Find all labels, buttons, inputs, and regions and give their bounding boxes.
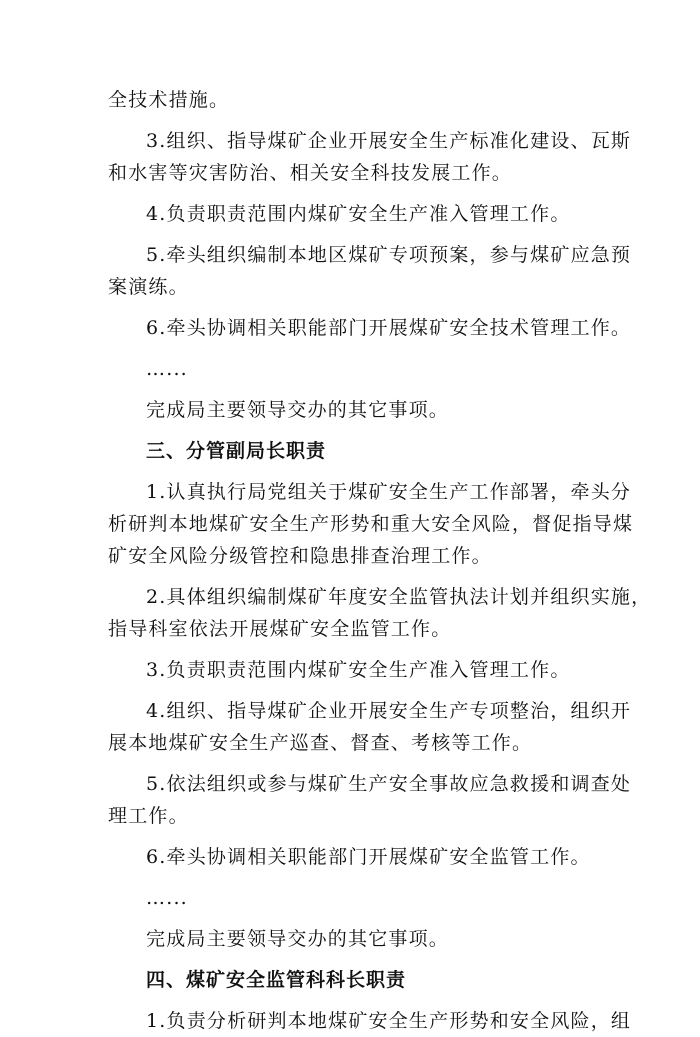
- list-item-6: 6.牵头协调相关职能部门开展煤矿安全技术管理工作。: [146, 317, 632, 339]
- section3-item-4-continuation: 展本地煤矿安全生产巡查、督查、考核等工作。: [108, 732, 533, 754]
- section3-item-1-continuation-2: 矿安全风险分级管控和隐患排查治理工作。: [108, 545, 492, 567]
- list-item-3-continuation: 和水害等灾害防治、相关安全科技发展工作。: [108, 162, 513, 184]
- section3-item-6: 6.牵头协调相关职能部门开展煤矿安全监管工作。: [146, 846, 591, 868]
- section3-item-2: 2.具体组织编制煤矿年度安全监管执法计划并组织实施，: [146, 586, 652, 608]
- section3-item-4: 4.组织、指导煤矿企业开展安全生产专项整治，组织开: [146, 700, 632, 722]
- section3-item-1: 1.认真执行局党组关于煤矿安全生产工作部署，牵头分: [146, 481, 632, 503]
- document-body: [108, 84, 652, 1037]
- ellipsis: …...: [146, 887, 188, 909]
- section3-item-5: 5.依法组织或参与煤矿生产安全事故应急救援和调查处: [146, 773, 632, 795]
- list-item-5: 5.牵头组织编制本地区煤矿专项预案，参与煤矿应急预: [146, 244, 632, 266]
- list-item-5-continuation: 案演练。: [108, 276, 189, 298]
- section4-item-1: 1.负责分析研判本地煤矿安全生产形势和安全风险，组: [146, 1010, 632, 1032]
- paragraph-continuation: 全技术措施。: [108, 89, 230, 111]
- section3-item-3: 3.负责职责范围内煤矿安全生产准入管理工作。: [146, 659, 571, 681]
- closing-item: 完成局主要领导交办的其它事项。: [146, 928, 450, 950]
- list-item-3: 3.组织、指导煤矿企业开展安全生产标准化建设、瓦斯: [146, 130, 632, 152]
- section3-item-1-continuation-1: 析研判本地煤矿安全生产形势和重大安全风险，督促指导煤: [108, 513, 634, 535]
- section-heading-3: 三、分管副局长职责: [146, 440, 327, 462]
- section3-item-2-continuation: 指导科室依法开展煤矿安全监管工作。: [108, 618, 452, 640]
- ellipsis: …...: [146, 358, 188, 380]
- closing-item: 完成局主要领导交办的其它事项。: [146, 399, 450, 421]
- section3-item-5-continuation: 理工作。: [108, 805, 189, 827]
- section-heading-4: 四、煤矿安全监管科科长职责: [146, 969, 407, 991]
- list-item-4: 4.负责职责范围内煤矿安全生产准入管理工作。: [146, 203, 571, 225]
